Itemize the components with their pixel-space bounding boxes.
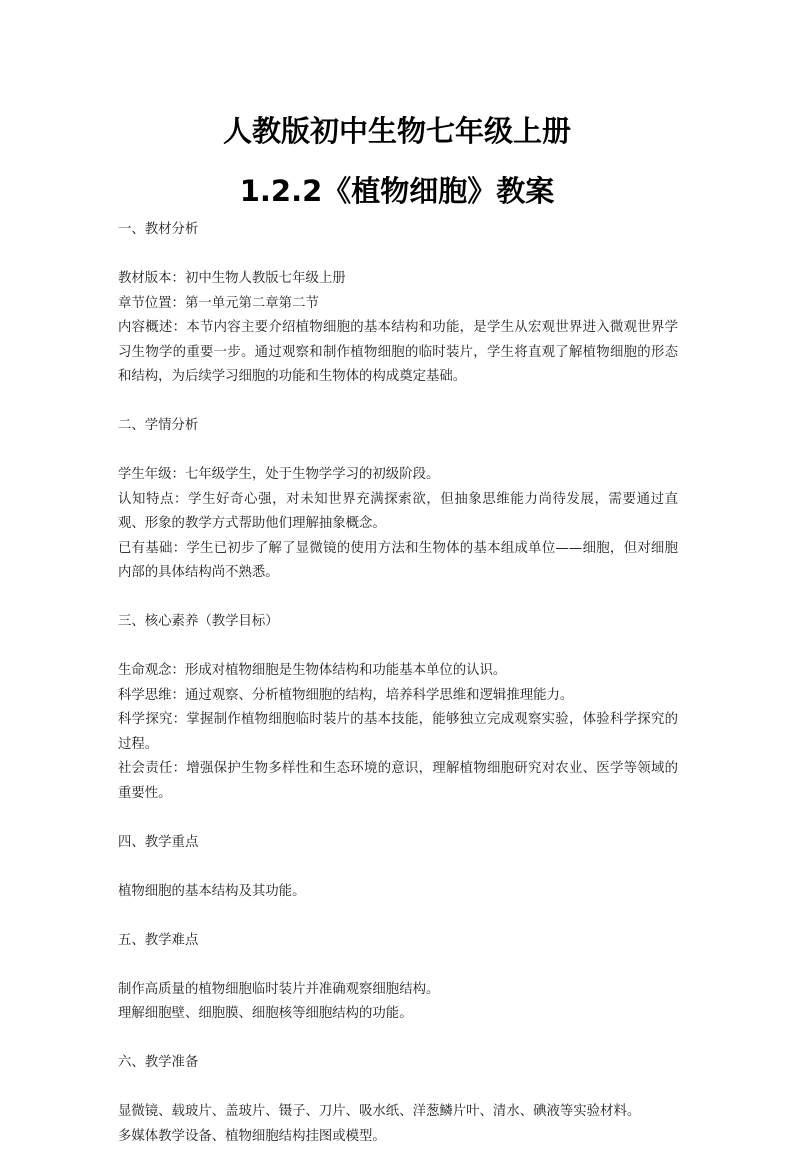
paragraph: 植物细胞的基本结构及其功能。: [118, 880, 678, 905]
section-heading: 二、学情分析: [118, 414, 678, 439]
section-student-analysis: [118, 414, 678, 610]
paragraph: 科学思维：通过观察、分析植物细胞的结构，培养科学思维和逻辑推理能力。: [118, 684, 678, 709]
paragraph: 已有基础：学生已初步了解了显微镜的使用方法和生物体的基本组成单位——细胞，但对细胞内部的具体结构尚不熟悉。: [118, 537, 678, 586]
document-body: [118, 218, 678, 1149]
section-textbook-analysis: [118, 218, 678, 414]
paragraph: 科学探究：掌握制作植物细胞临时装片的基本技能，能够独立完成观察实验，体验科学探究的过程。: [118, 708, 678, 757]
section-heading: 五、教学难点: [118, 929, 678, 954]
paragraph: 制作高质量的植物细胞临时装片并准确观察细胞结构。: [118, 978, 678, 1003]
document-title: 人教版初中生物七年级上册: [0, 113, 794, 149]
document-subtitle: 1.2.2《植物细胞》教案: [0, 173, 794, 209]
paragraph: 章节位置：第一单元第二章第二节: [118, 292, 678, 317]
paragraph: 多媒体教学设备、植物细胞结构挂图或模型。: [118, 1125, 678, 1149]
section-heading: 三、核心素养（教学目标）: [118, 610, 678, 635]
paragraph: 学生年级：七年级学生，处于生物学学习的初级阶段。: [118, 463, 678, 488]
paragraph: 社会责任：增强保护生物多样性和生态环境的意识，理解植物细胞研究对农业、医学等领域的重要性。: [118, 757, 678, 806]
paragraph: 内容概述：本节内容主要介绍植物细胞的基本结构和功能，是学生从宏观世界进入微观世界学习生物学的重要一步。通过观察和制作植物细胞的临时装片，学生将直观了解植物细胞的形态和结构，为后续学习细胞的功能和生物体的构成奠定基础。: [118, 316, 678, 390]
section-heading: 四、教学重点: [118, 831, 678, 856]
section-heading: 六、教学准备: [118, 1051, 678, 1076]
paragraph: 教材版本：初中生物人教版七年级上册: [118, 267, 678, 292]
section-teaching-preparation: [118, 1051, 678, 1149]
section-teaching-focus: [118, 831, 678, 929]
paragraph: 理解细胞壁、细胞膜、细胞核等细胞结构的功能。: [118, 1002, 678, 1027]
section-teaching-difficulty: [118, 929, 678, 1052]
section-core-literacy: [118, 610, 678, 831]
paragraph: 认知特点：学生好奇心强，对未知世界充满探索欲，但抽象思维能力尚待发展，需要通过直观、形象的教学方式帮助他们理解抽象概念。: [118, 488, 678, 537]
section-heading: 一、教材分析: [118, 218, 678, 243]
paragraph: 生命观念：形成对植物细胞是生物体结构和功能基本单位的认识。: [118, 659, 678, 684]
paragraph: 显微镜、载玻片、盖玻片、镊子、刀片、吸水纸、洋葱鳞片叶、清水、碘液等实验材料。: [118, 1100, 678, 1125]
